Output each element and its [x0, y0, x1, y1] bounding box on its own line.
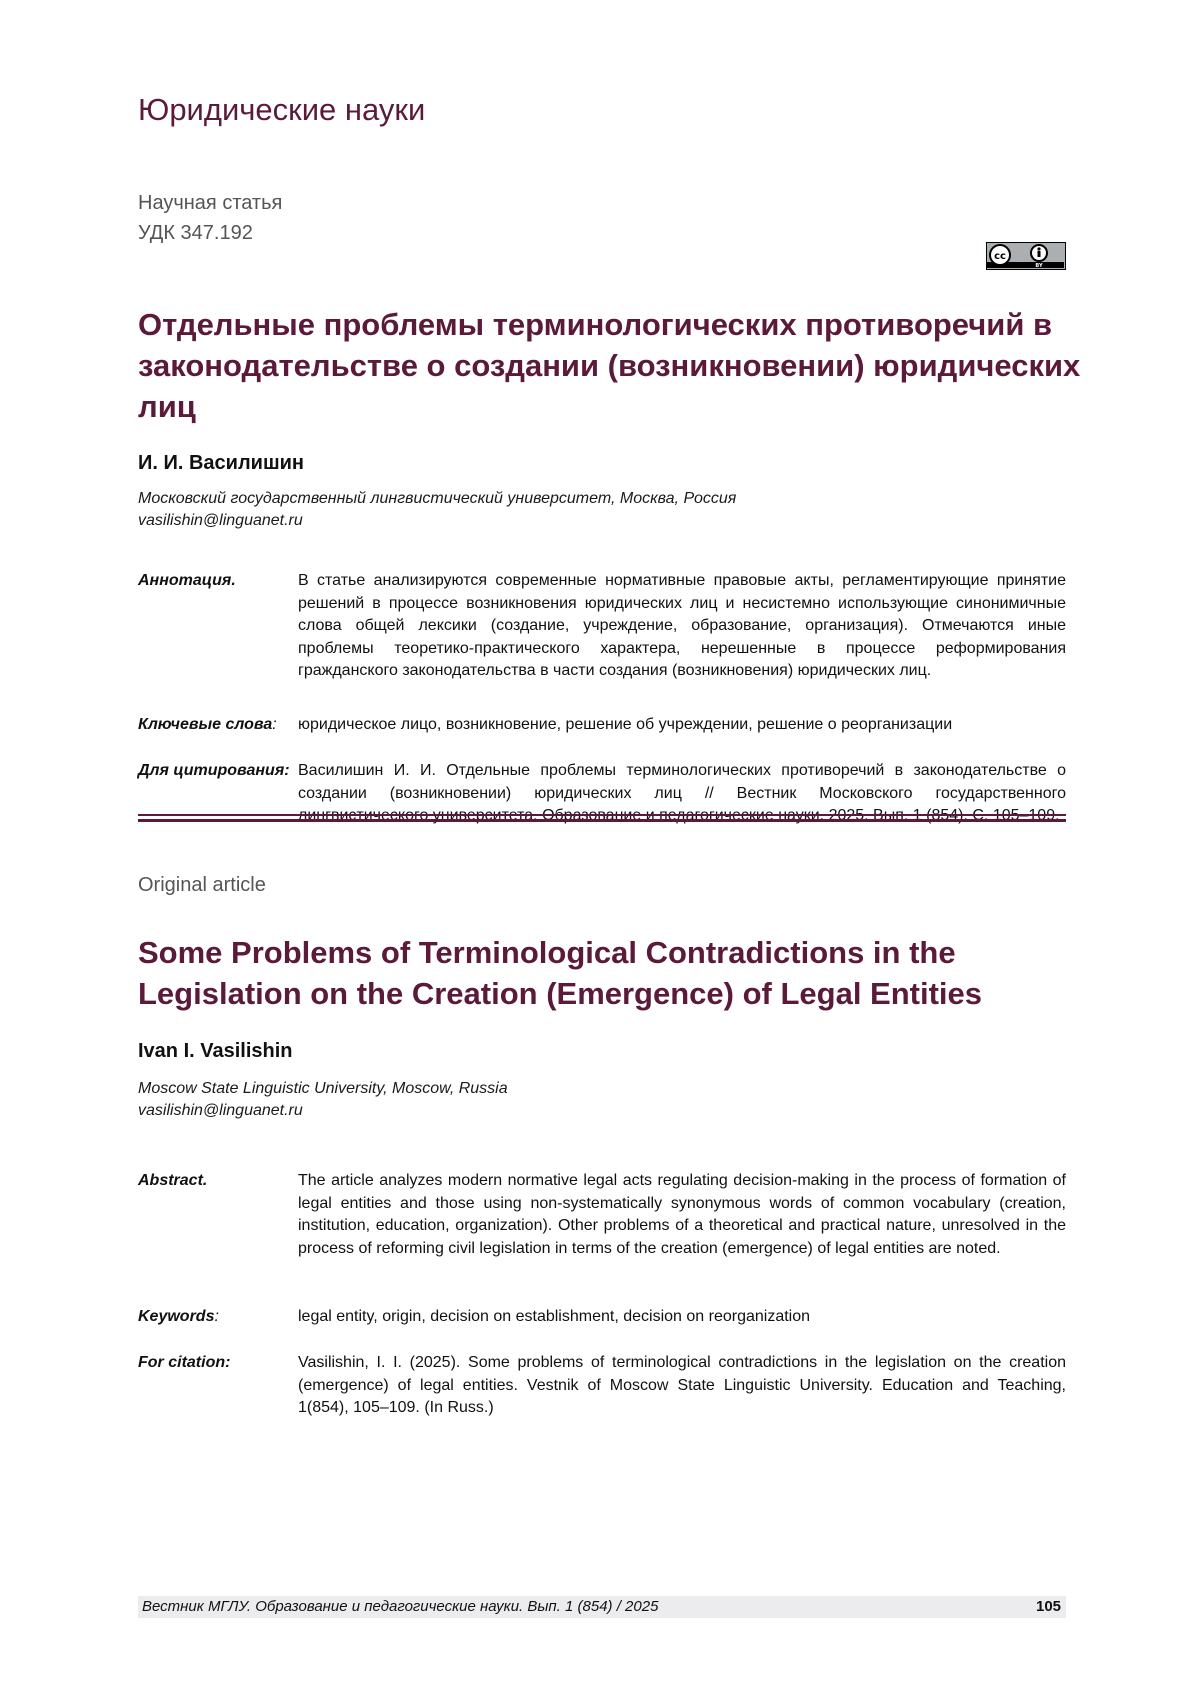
author-affiliation-ru: [138, 488, 736, 532]
affiliation-text-en: Moscow State Linguistic University, Moscow, Russia: [138, 1078, 508, 1100]
author-name-ru: И. И. Василишин: [138, 452, 304, 475]
author-affiliation-en: [138, 1078, 508, 1122]
license-badge-text: BY: [1035, 263, 1043, 268]
citation-label-en: For citation:: [138, 1354, 230, 1372]
creative-commons-icon: [987, 243, 1064, 268]
abstract-label: Abstract.: [138, 1172, 207, 1190]
keywords-text-ru: юридическое лицо, возникновение, решение об учреждении, решение о реорганизации: [298, 714, 1066, 737]
svg-text:cc: cc: [994, 251, 1006, 262]
license-badge[interactable]: [986, 242, 1066, 270]
annotation-label: Аннотация.: [138, 572, 236, 590]
citation-text-en: Vasilishin, I. I. (2025). Some problems of terminological contradictions in the legislation on the creation (emergence) of legal entities. Vestnik of Moscow State Linguistic University. Education and Teaching, 1(854), 105–109. (In Russ.): [298, 1352, 1066, 1420]
abstract-text: The article analyzes modern normative legal acts regulating decision-making in the process of formation of legal entities and those using non-systematically synonymous words of common vocabulary (creation, institution, education, organization). Other problems of a theoretical and practical nature, unresolved in the process of reforming civil legislation in terms of the creation (emergence) of legal entities are noted.: [298, 1170, 1066, 1260]
divider-line-thick: [138, 819, 1066, 822]
citation-text-ru: Василишин И. И. Отдельные проблемы терминологических противоречий в законодательстве о создании (возникновении) юридических лиц // Вестник Московского государственного: [298, 760, 1066, 828]
article-title-en: Some Problems of Terminological Contradictions in the Legislation on the Creation (Emergence) of Legal Entities: [138, 932, 1098, 1014]
citation-label-ru: Для цитирования:: [138, 762, 290, 780]
keywords-label-ru: [138, 716, 277, 734]
annotation-text: В статье анализируются современные нормативные правовые акты, регламентирующие принятие решений в процессе возникновения юридических лиц и несистемно использующие синонимичные слова общей лексики (создание, учреждение, образование, организация). Отмечаются иные проблемы теоретико-практического характера, нерешенные в процессе реформирования гражданского законодательства в части создания (возникновения) юридических лиц.: [298, 570, 1066, 683]
author-email-en[interactable]: vasilishin@linguanet.ru: [138, 1100, 508, 1122]
article-type-en: Original article: [138, 874, 266, 897]
keywords-label-en: [138, 1308, 219, 1326]
keywords-label-en-colon: :: [214, 1308, 218, 1325]
author-email-ru[interactable]: vasilishin@linguanet.ru: [138, 510, 736, 532]
keywords-label-ru-text: Ключевые слова: [138, 716, 272, 733]
keywords-label-en-text: Keywords: [138, 1308, 214, 1325]
footer-journal-name: Вестник МГЛУ. Образование и педагогические науки. Вып. 1 (854) / 2025: [142, 1598, 658, 1615]
divider-line-thin: [138, 814, 1066, 816]
author-name-en: Ivan I. Vasilishin: [138, 1040, 293, 1063]
udc-code: УДК 347.192: [138, 222, 253, 245]
keywords-text-en: legal entity, origin, decision on establishment, decision on reorganization: [298, 1306, 1066, 1329]
article-type-ru: Научная статья: [138, 192, 282, 215]
affiliation-text-ru: Московский государственный лингвистический университет, Москва, Россия: [138, 488, 736, 510]
keywords-label-ru-colon: :: [272, 716, 276, 733]
article-title-ru: Отдельные проблемы терминологических противоречий в законодательстве о создании (возникновении) юридических лиц: [138, 304, 1098, 427]
page-number: 105: [1036, 1598, 1061, 1615]
article-page: [0, 0, 1200, 1697]
section-heading: Юридические науки: [138, 92, 425, 128]
